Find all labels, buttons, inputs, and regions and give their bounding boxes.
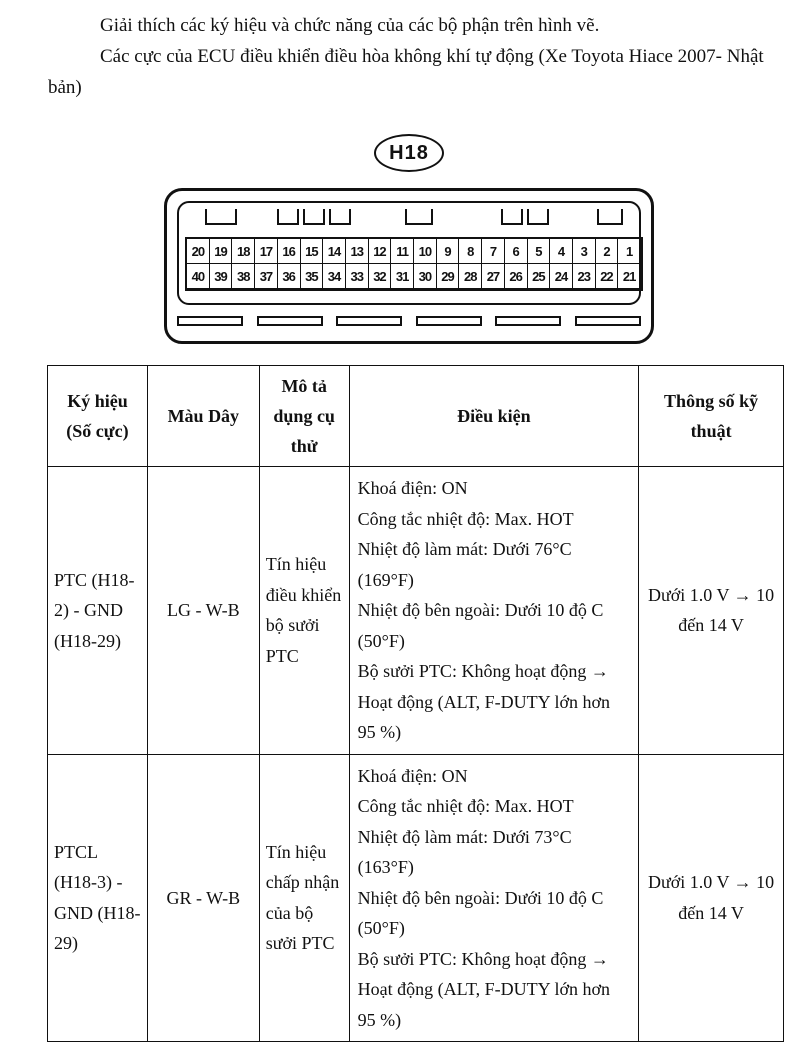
- connector-slot: [495, 316, 561, 326]
- cell-test-description: Tín hiệu chấp nhận của bộ sưởi PTC: [259, 754, 349, 1042]
- intro-text: [48, 10, 778, 103]
- condition-line: Bộ sưởi PTC: Không hoạt động → Hoạt động (ALT, F-DUTY lớn hơn 95 %): [357, 661, 610, 742]
- connector-pin: 37: [255, 264, 278, 289]
- connector-pin: 21: [618, 264, 641, 289]
- connector-pin: 24: [550, 264, 573, 289]
- condition-line: Nhiệt độ làm mát: Dưới 73°C (163°F): [357, 826, 572, 877]
- connector-pin: 10: [414, 239, 437, 264]
- cell-wire-color: GR - W-B: [147, 754, 259, 1042]
- connector-key: [303, 209, 325, 225]
- connector-pin: 5: [528, 239, 551, 264]
- connector-slot: [177, 316, 243, 326]
- connector-pin: 7: [482, 239, 505, 264]
- connector-pin: 2: [596, 239, 619, 264]
- connector-pin: 36: [278, 264, 301, 289]
- connector-pin: 35: [301, 264, 324, 289]
- connector-pin: 29: [437, 264, 460, 289]
- connector-pin: 1: [618, 239, 641, 264]
- connector-pin: 33: [346, 264, 369, 289]
- connector-pin: 31: [391, 264, 414, 289]
- intro-line-1: Giải thích các ký hiệu và chức năng của các bộ phận trên hình vẽ.: [100, 15, 600, 36]
- header-wire-color: Màu Dây: [147, 366, 259, 467]
- connector-pin: 30: [414, 264, 437, 289]
- header-spec: Thông số kỹ thuật: [639, 366, 784, 467]
- connector-pin: 8: [459, 239, 482, 264]
- connector-key: [527, 209, 549, 225]
- condition-line: Nhiệt độ bên ngoài: Dưới 10 độ C (50°F): [357, 887, 604, 938]
- connector-pin: 12: [369, 239, 392, 264]
- connector-pin: 22: [596, 264, 619, 289]
- connector-key: [501, 209, 523, 225]
- connector-key: [405, 209, 433, 225]
- condition-line: Bộ sưởi PTC: Không hoạt động → Hoạt động (ALT, F-DUTY lớn hơn 95 %): [357, 948, 610, 1030]
- condition-line: Khoá điện: ON: [357, 765, 468, 786]
- cell-test-description: Tín hiệu điều khiển bộ sưởi PTC: [259, 467, 349, 755]
- header-condition: Điều kiện: [349, 366, 639, 467]
- cell-condition: [349, 754, 639, 1042]
- connector-pin: 25: [528, 264, 551, 289]
- connector-pin: 13: [346, 239, 369, 264]
- condition-line: Nhiệt độ bên ngoài: Dưới 10 độ C (50°F): [357, 600, 604, 651]
- table-header-row: [48, 366, 784, 467]
- connector-pin: 40: [187, 264, 210, 289]
- connector-pin: 6: [505, 239, 528, 264]
- connector-key: [205, 209, 237, 225]
- cell-condition: [349, 467, 639, 755]
- intro-line-2: Các cực của ECU điều khiển điều hòa không khí tự động (Xe Toyota Hiace 2007- Nhật bản): [48, 46, 764, 98]
- connector-slot: [575, 316, 641, 326]
- connector-pin: 19: [210, 239, 233, 264]
- cell-spec: Dưới 1.0 V → 10 đến 14 V: [639, 467, 784, 755]
- terminal-spec-table: [47, 365, 784, 1042]
- cell-symbol: PTCL (H18-3) - GND (H18-29): [48, 754, 148, 1042]
- connector-pin: 15: [301, 239, 324, 264]
- connector-pin-grid: [185, 237, 643, 291]
- connector-pin: 38: [232, 264, 255, 289]
- connector-pin: 16: [278, 239, 301, 264]
- connector-pin: 14: [323, 239, 346, 264]
- connector-pin: 3: [573, 239, 596, 264]
- table-row: [48, 754, 784, 1042]
- connector-slot: [416, 316, 482, 326]
- header-test-description: Mô tả dụng cụ thử: [259, 366, 349, 467]
- connector-slot: [257, 316, 323, 326]
- connector-pin: 27: [482, 264, 505, 289]
- connector-slots: [177, 309, 641, 329]
- connector-pin: 26: [505, 264, 528, 289]
- connector-code-badge: H18: [374, 134, 444, 172]
- connector-key: [597, 209, 623, 225]
- connector-pin: 23: [573, 264, 596, 289]
- connector-pin: 4: [550, 239, 573, 264]
- connector-pin: 34: [323, 264, 346, 289]
- connector-diagram: [160, 130, 655, 350]
- connector-pin: 39: [210, 264, 233, 289]
- connector-slot: [336, 316, 402, 326]
- condition-line: Khoá điện: ON: [357, 478, 468, 498]
- connector-pin: 17: [255, 239, 278, 264]
- connector-pin: 32: [369, 264, 392, 289]
- connector-key: [329, 209, 351, 225]
- condition-line: Nhiệt độ làm mát: Dưới 76°C (169°F): [357, 539, 572, 590]
- cell-spec: Dưới 1.0 V → 10 đến 14 V: [639, 754, 784, 1042]
- connector-pin: 18: [232, 239, 255, 264]
- table-row: [48, 467, 784, 755]
- connector-pin: 20: [187, 239, 210, 264]
- connector-pin: 28: [459, 264, 482, 289]
- condition-line: Công tắc nhiệt độ: Max. HOT: [357, 796, 574, 816]
- connector-key: [277, 209, 299, 225]
- connector-pin: 11: [391, 239, 414, 264]
- connector-pin: 9: [437, 239, 460, 264]
- cell-wire-color: LG - W-B: [147, 467, 259, 755]
- condition-line: Công tắc nhiệt độ: Max. HOT: [357, 508, 574, 529]
- header-symbol: Ký hiệu (Số cực): [48, 366, 148, 467]
- cell-symbol: PTC (H18-2) - GND (H18-29): [48, 467, 148, 755]
- connector-housing: [164, 188, 654, 344]
